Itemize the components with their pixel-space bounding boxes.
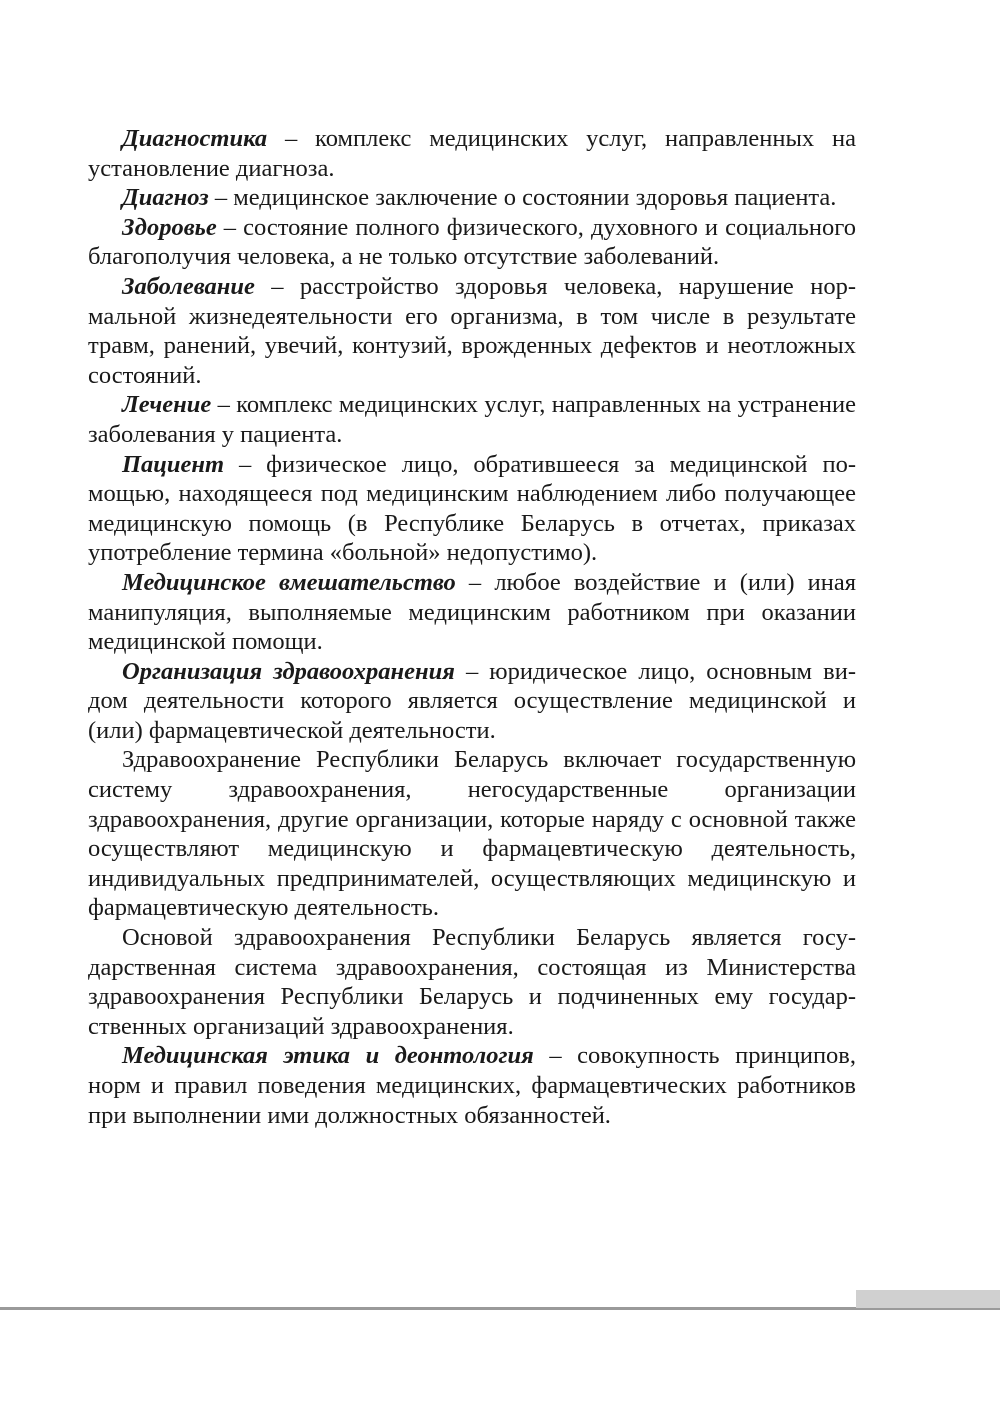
paragraph-healthcare-basis — [88, 923, 856, 1041]
term: Медицинская этика и деонтология — [122, 1042, 534, 1070]
term: Диагностика — [122, 125, 268, 152]
page-edge-tab — [856, 1290, 1000, 1308]
definition-text: – юридическое лицо, основным видом деятельности которого является осуществление медицинской и (или) фармацевтической деятельности. — [88, 657, 856, 744]
term: Организация здравоохранения — [122, 657, 455, 685]
definition-text: – комплекс медицинских услуг, направленных на установление диагноза. — [88, 125, 856, 182]
definition-text: – совокупность принципов, норм и правил поведения медицинских, фармацевтических работников при выполнении ими должностных обязанностей. — [88, 1042, 856, 1129]
term: Пациент — [122, 450, 225, 478]
definition-text: – любое воздействие и (или) иная манипуляция, выполняемые медицинским работником при оказании медицинской помощи. — [88, 568, 856, 656]
definition-text: – комплекс медицинских услуг, направленных на устранение заболевания у пациента. — [88, 391, 856, 448]
term: Лечение — [122, 391, 212, 419]
term: Заболевание — [122, 272, 255, 300]
definition-diagnosis — [88, 183, 856, 213]
definition-treatment — [88, 390, 856, 449]
definition-medical-intervention — [88, 568, 856, 657]
term: Медицинское вмешательство — [122, 568, 456, 596]
paragraph-healthcare-includes — [88, 745, 856, 923]
paragraph-text: Основой здравоохранения Республики Беларусь является государственная система здравоохранения, состоящая из Министерства здравоохранения Республики Беларусь и подчиненных ему государственных организаций здравоохранения. — [88, 924, 856, 1040]
definition-diagnostics — [88, 124, 856, 183]
definition-text: – состояние полного физического, духовного и социального благополучия человека, а не только отсутствие заболеваний. — [88, 213, 856, 271]
term: Диагноз — [122, 184, 209, 212]
definition-text: – расстройство здоровья человека, нарушение нормальной жизнедеятельности его организма, в том числе в результате травм, ранений, увечий, контузий, врожденных дефектов и неотложных состояний. — [88, 272, 856, 389]
definition-text: – физическое лицо, обратившееся за медицинской помощью, находящееся под медицинским наблюдением либо получающее медицинскую помощь (в Республике Беларусь в отчетах, приказах употребление термина «больной» недопустимо). — [88, 450, 856, 567]
definition-healthcare-organization — [88, 657, 856, 746]
bottom-rule — [0, 1307, 1000, 1310]
definition-medical-ethics — [88, 1041, 856, 1130]
definition-text: – медицинское заключение о состоянии здоровья пациента. — [208, 184, 837, 212]
paragraph-text: Здравоохранение Республики Беларусь включает государственную систему здравоохранения, негосударственные организации здравоохранения, другие организации, которые наряду с основной также осуществляют медицинскую и фармацевтическую деятельность, индивидуальных предпринимателей, осуществляющих медицинскую и фармацевтическую деятельность. — [88, 746, 856, 922]
definition-health — [88, 213, 856, 272]
definition-patient — [88, 450, 856, 568]
page-text — [88, 124, 856, 1130]
definition-disease — [88, 272, 856, 390]
term: Здоровье — [122, 213, 217, 241]
